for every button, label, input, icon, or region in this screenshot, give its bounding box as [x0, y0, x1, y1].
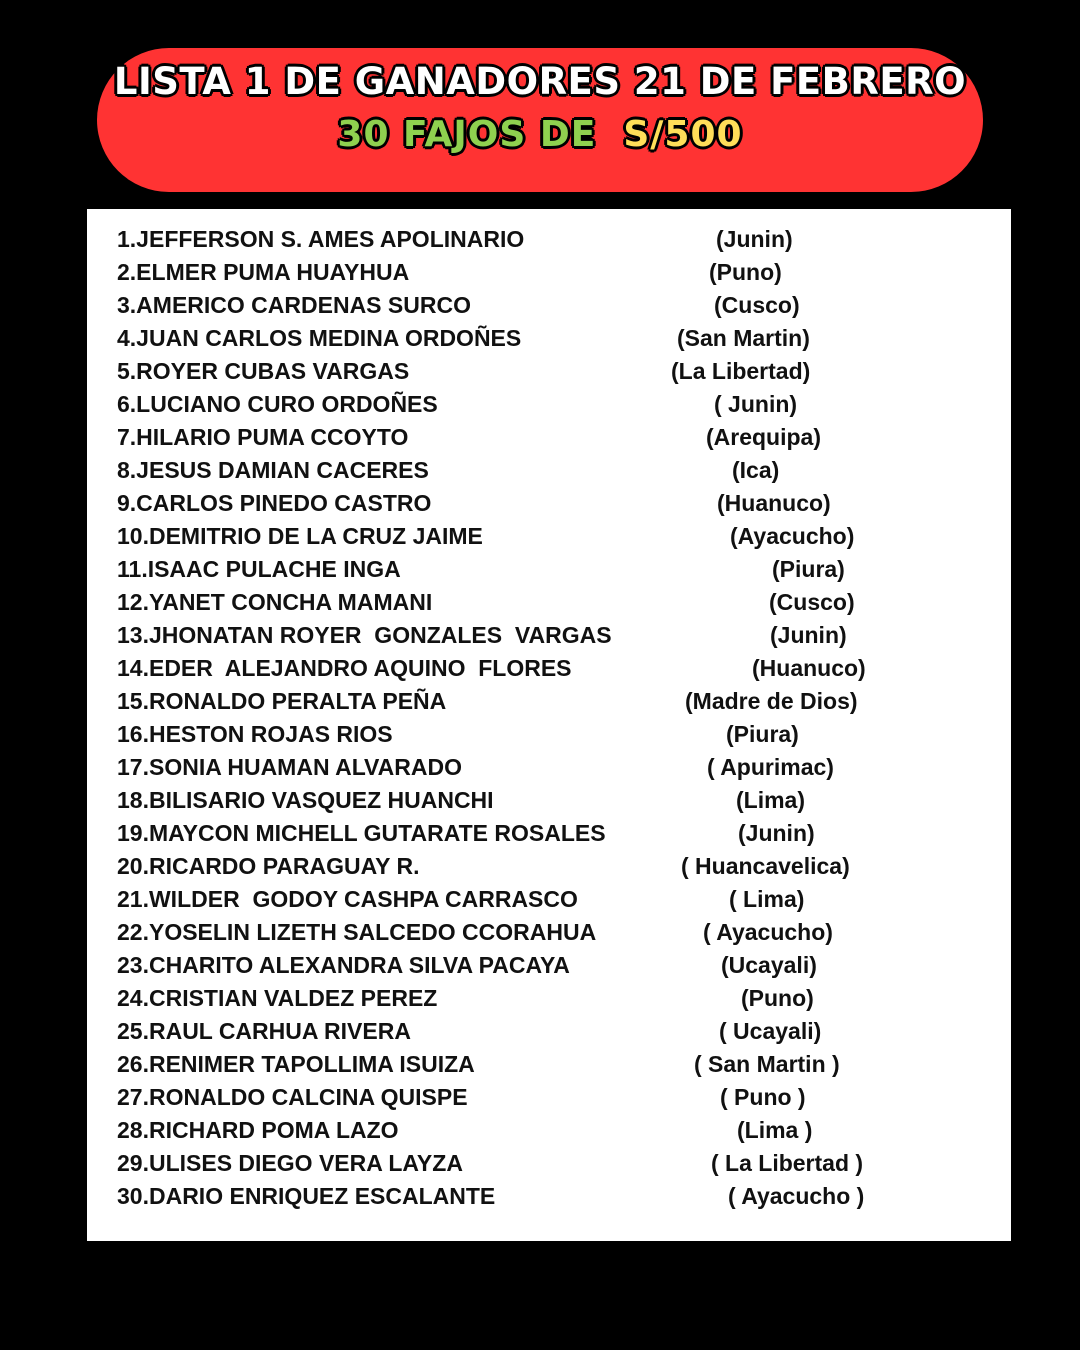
winner-region: (Junin)	[716, 226, 793, 252]
winner-region: (Arequipa)	[706, 424, 821, 450]
winner-row	[87, 1048, 1011, 1081]
winner-region: (Lima )	[737, 1117, 813, 1143]
winner-region: ( Apurimac)	[707, 754, 834, 780]
winner-name: 18.BILISARIO VASQUEZ HUANCHI	[117, 787, 494, 813]
winner-row	[87, 256, 1011, 289]
winner-row	[87, 355, 1011, 388]
winner-name: 5.ROYER CUBAS VARGAS	[117, 358, 410, 384]
winner-row	[87, 652, 1011, 685]
winner-region: (Junin)	[738, 820, 815, 846]
winner-name: 9.CARLOS PINEDO CASTRO	[117, 490, 432, 516]
winner-name: 13.JHONATAN ROYER GONZALES VARGAS	[117, 622, 612, 648]
winner-name: 10.DEMITRIO DE LA CRUZ JAIME	[117, 523, 483, 549]
winner-row	[87, 1081, 1011, 1114]
winner-region: (La Libertad)	[671, 358, 811, 384]
winner-region: (Cusco)	[714, 292, 800, 318]
winner-row	[87, 685, 1011, 718]
winner-region: (Piura)	[772, 556, 845, 582]
winner-region: (Huanuco)	[752, 655, 866, 681]
winner-name: 19.MAYCON MICHELL GUTARATE ROSALES	[117, 820, 606, 846]
winner-name: 4.JUAN CARLOS MEDINA ORDOÑES	[117, 325, 522, 351]
winner-row	[87, 553, 1011, 586]
winner-name: 29.ULISES DIEGO VERA LAYZA	[117, 1150, 463, 1176]
winner-region: (Ucayali)	[721, 952, 817, 978]
winner-name: 17.SONIA HUAMAN ALVARADO	[117, 754, 463, 780]
winner-region: ( Ucayali)	[719, 1018, 822, 1044]
winner-row	[87, 1147, 1011, 1180]
winner-name: 14.EDER ALEJANDRO AQUINO FLORES	[117, 655, 572, 681]
winner-region: (Junin)	[770, 622, 847, 648]
winner-row	[87, 520, 1011, 553]
winner-row	[87, 883, 1011, 916]
winner-region: (Puno)	[741, 985, 814, 1011]
winner-row	[87, 289, 1011, 322]
winner-row	[87, 850, 1011, 883]
winner-row	[87, 916, 1011, 949]
winner-region: ( Ayacucho)	[703, 919, 833, 945]
winner-region: ( San Martin )	[694, 1051, 840, 1077]
winner-region: (Madre de Dios)	[685, 688, 858, 714]
winner-name: 7.HILARIO PUMA CCOYTO	[117, 424, 409, 450]
winner-row	[87, 223, 1011, 256]
winner-region: (Ayacucho)	[730, 523, 855, 549]
winner-region: (Huanuco)	[717, 490, 831, 516]
winner-name: 24.CRISTIAN VALDEZ PEREZ	[117, 985, 438, 1011]
winner-region: (Puno)	[709, 259, 782, 285]
winner-row	[87, 982, 1011, 1015]
winner-region: ( Junin)	[714, 391, 798, 417]
winner-name: 8.JESUS DAMIAN CACERES	[117, 457, 429, 483]
winners-list	[87, 209, 1011, 1241]
winner-name: 6.LUCIANO CURO ORDOÑES	[117, 391, 438, 417]
winner-region: ( La Libertad )	[711, 1150, 864, 1176]
winner-name: 15.RONALDO PERALTA PEÑA	[117, 688, 447, 714]
winner-row	[87, 619, 1011, 652]
winner-name: 1.JEFFERSON S. AMES APOLINARIO	[117, 226, 525, 252]
prize-count: 30 FAJOS DE	[337, 114, 624, 155]
prize-amount: S/500	[623, 114, 743, 155]
winner-row	[87, 421, 1011, 454]
winner-name: 3.AMERICO CARDENAS SURCO	[117, 292, 471, 318]
winner-region: (Cusco)	[769, 589, 855, 615]
winner-name: 30.DARIO ENRIQUEZ ESCALANTE	[117, 1183, 496, 1209]
winner-row	[87, 1180, 1011, 1213]
winner-row	[87, 817, 1011, 850]
winner-row	[87, 949, 1011, 982]
winner-region: ( Huancavelica)	[681, 853, 850, 879]
winner-name: 26.RENIMER TAPOLLIMA ISUIZA	[117, 1051, 475, 1077]
winner-name: 20.RICARDO PARAGUAY R.	[117, 853, 420, 879]
winner-row	[87, 751, 1011, 784]
prize-subtitle	[0, 114, 1080, 155]
winner-region: (San Martin)	[677, 325, 810, 351]
winner-region: (Ica)	[732, 457, 780, 483]
winner-name: 2.ELMER PUMA HUAYHUA	[117, 259, 410, 285]
winner-region: (Piura)	[726, 721, 799, 747]
winner-row	[87, 454, 1011, 487]
winner-name: 11.ISAAC PULACHE INGA	[117, 556, 401, 582]
winner-name: 22.YOSELIN LIZETH SALCEDO CCORAHUA	[117, 919, 597, 945]
winner-row	[87, 718, 1011, 751]
winner-name: 25.RAUL CARHUA RIVERA	[117, 1018, 411, 1044]
winner-row	[87, 487, 1011, 520]
winner-row	[87, 388, 1011, 421]
page-title: LISTA 1 DE GANADORES 21 DE FEBRERO	[113, 60, 967, 103]
winner-row	[87, 322, 1011, 355]
winner-name: 16.HESTON ROJAS RIOS	[117, 721, 393, 747]
winner-row	[87, 1015, 1011, 1048]
winner-name: 23.CHARITO ALEXANDRA SILVA PACAYA	[117, 952, 570, 978]
winner-name: 27.RONALDO CALCINA QUISPE	[117, 1084, 468, 1110]
winner-region: ( Lima)	[729, 886, 805, 912]
winner-region: ( Ayacucho )	[728, 1183, 865, 1209]
winner-row	[87, 784, 1011, 817]
winner-row	[87, 586, 1011, 619]
winner-region: (Lima)	[736, 787, 805, 813]
winner-name: 12.YANET CONCHA MAMANI	[117, 589, 433, 615]
winner-name: 21.WILDER GODOY CASHPA CARRASCO	[117, 886, 578, 912]
winner-row	[87, 1114, 1011, 1147]
winner-region: ( Puno )	[720, 1084, 806, 1110]
winner-name: 28.RICHARD POMA LAZO	[117, 1117, 399, 1143]
